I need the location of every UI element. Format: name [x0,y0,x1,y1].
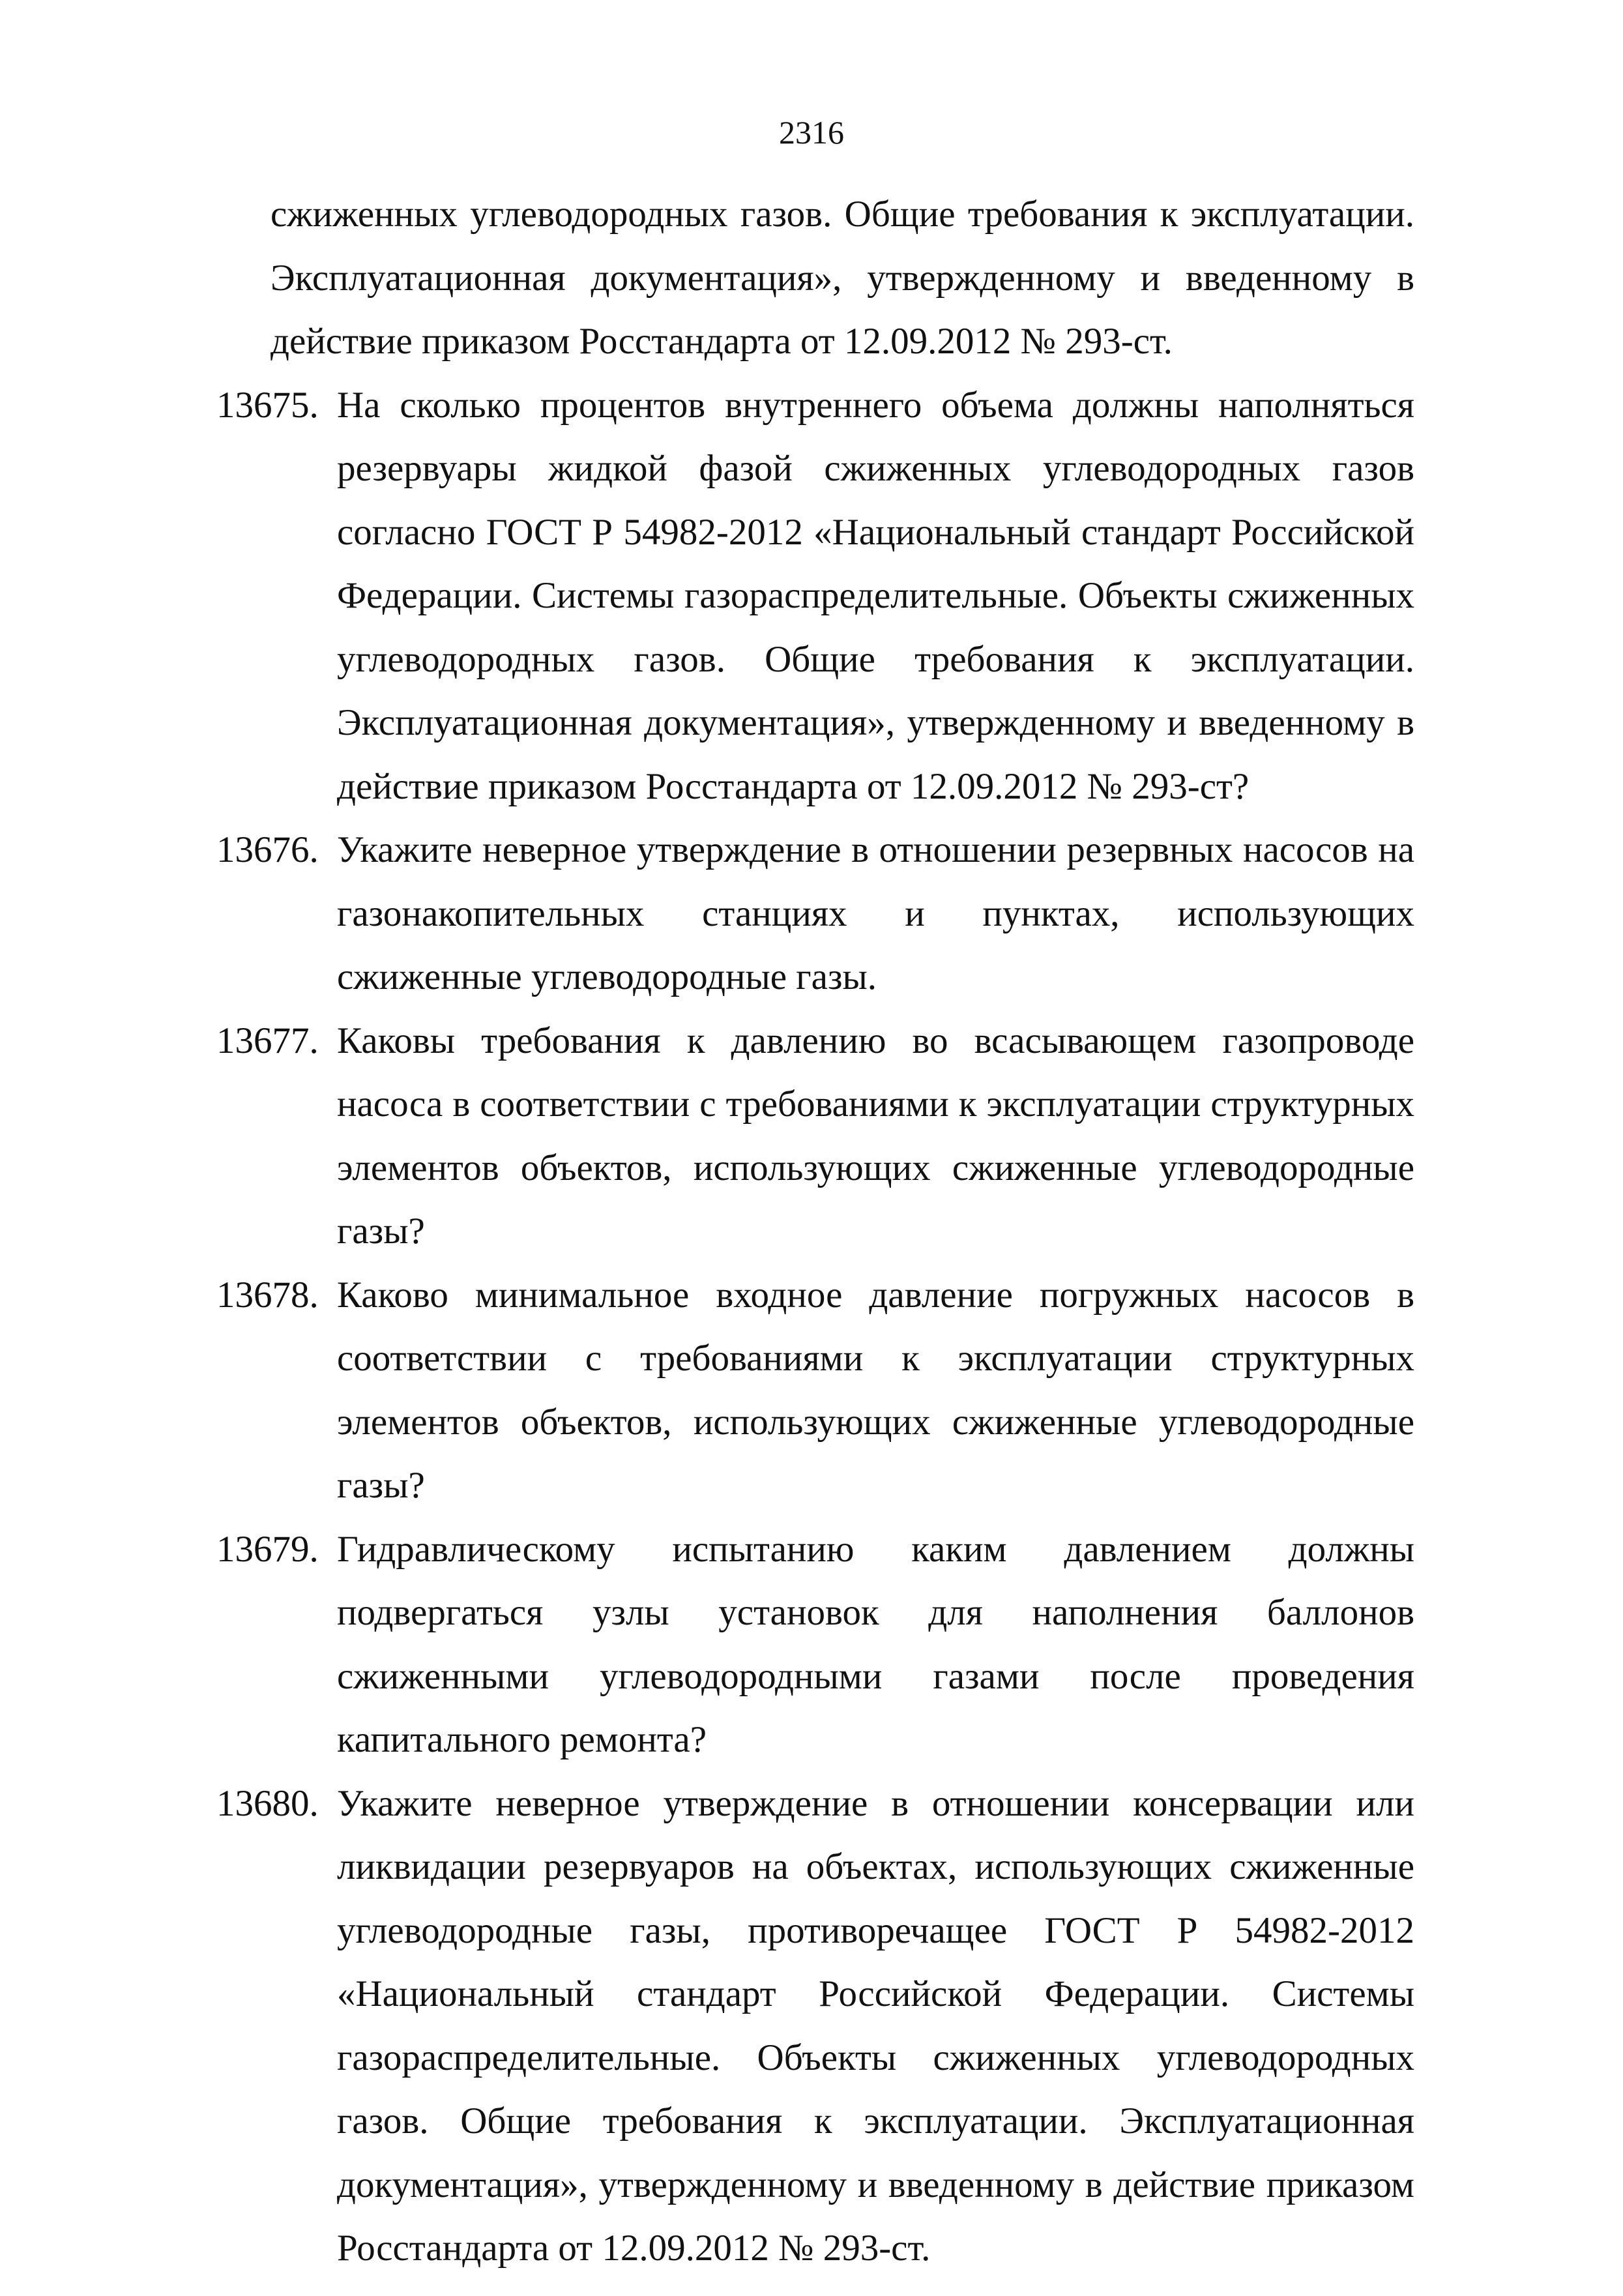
item-number: 13678. [216,1274,319,1316]
list-item [216,1009,1414,1263]
item-text: Укажите неверное утверждение в отношении консервации или ликвидации резервуаров на объектах, использующих сжиженные углеводородные газы, противоречащее ГОСТ Р 54982-2012 «Национальный стандарт Российской Федерации. Системы газораспределительные. Объекты сжиженных углеводородных газов. Общие требования к эксплуатации. Эксплуатационная документация», утвержденному и введенному в действие приказом Росстандарта от 12.09.2012 № 293-ст. [337,1782,1414,2269]
list-item [216,1772,1414,2280]
list-item [216,818,1414,1009]
item-number: 13676. [216,829,319,870]
item-text: Гидравлическому испытанию каким давлением должны подвергаться узлы установок для наполнения баллонов сжиженными углеводородными газами после проведения капитального ремонта? [337,1528,1414,1760]
item-number: 13677. [216,1020,319,1061]
page-number: 2316 [779,114,844,151]
item-number: 13675. [216,384,319,426]
item-text: На сколько процентов внутреннего объема должны наполняться резервуары жидкой фазой сжиженных углеводородных газов согласно ГОСТ Р 54982-2012 «Национальный стандарт Российской Федерации. Системы газораспределительные. Объекты сжиженных углеводородных газов. Общие требования к эксплуатации. Эксплуатационная документация», утвержденному и введенному в действие приказом Росстандарта от 12.09.2012 № 293-ст? [337,384,1414,807]
item-text: Каково минимальное входное давление погружных насосов в соответствии с требованиями к эксплуатации структурных элементов объектов, использующих сжиженные углеводородные газы? [337,1274,1414,1506]
document-body [216,183,1414,2280]
continuation-paragraph: сжиженных углеводородных газов. Общие требования к эксплуатации. Эксплуатационная документация», утвержденному и введенному в действие приказом Росстандарта от 12.09.2012 № 293-ст. [270,194,1414,362]
list-item [216,374,1414,819]
item-number: 13680. [216,1782,319,1824]
item-text: Каковы требования к давлению во всасывающем газопроводе насоса в соответствии с требованиями к эксплуатации структурных элементов объектов, использующих сжиженные углеводородные газы? [337,1020,1414,1252]
list-item [216,1263,1414,1518]
item-number: 13679. [216,1528,319,1570]
list-item [216,1518,1414,1772]
item-text: Укажите неверное утверждение в отношении резервных насосов на газонакопительных станциях и пунктах, использующих сжиженные углеводородные газы. [337,829,1414,997]
